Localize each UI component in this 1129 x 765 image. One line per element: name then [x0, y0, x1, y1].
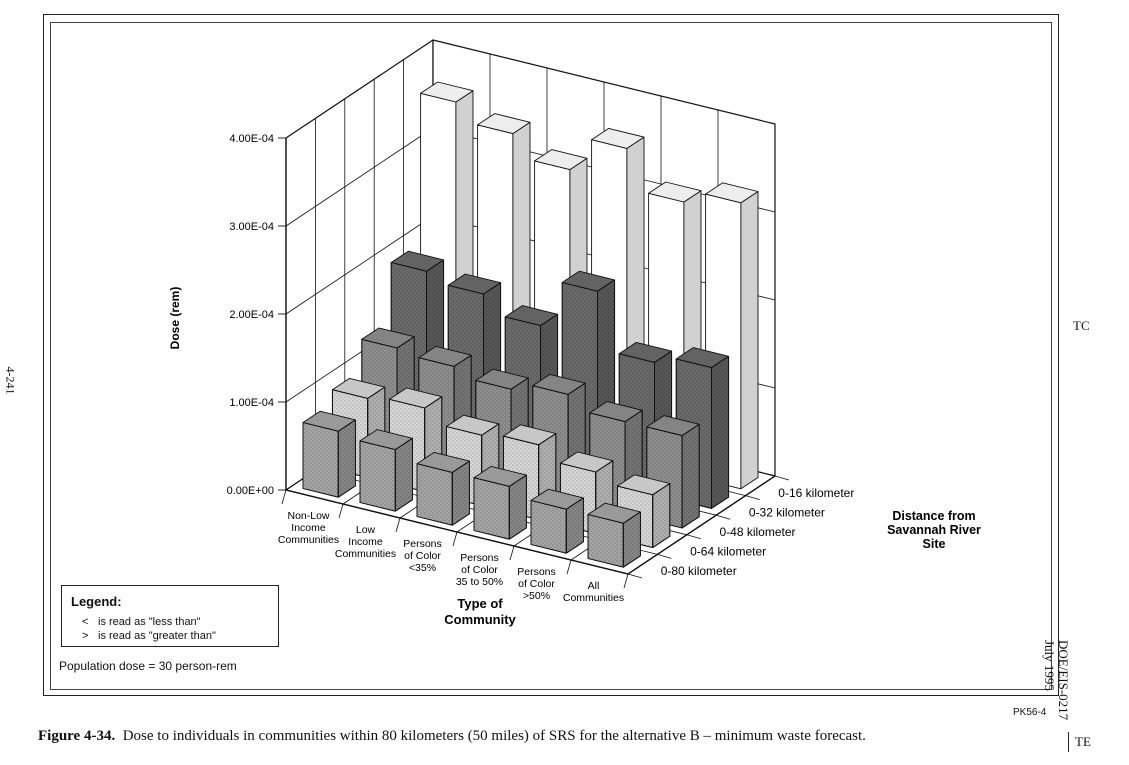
bar	[303, 411, 355, 497]
side-tc-mark: TC	[1073, 318, 1090, 333]
bar-side-texture	[395, 438, 412, 511]
category-label: All	[587, 580, 600, 592]
bar	[417, 452, 469, 525]
z-axis-title: Distance from	[892, 509, 976, 523]
bar	[360, 430, 412, 512]
bar	[474, 466, 526, 539]
bar-side-face	[741, 192, 758, 489]
side-doc-date: July 1995	[1042, 640, 1057, 691]
bar-side-texture	[338, 420, 355, 497]
category-label: of Color	[518, 578, 555, 590]
bar-front-texture	[588, 515, 623, 568]
z-tick-divider	[687, 535, 701, 539]
side-te-mark: TE	[1068, 732, 1091, 752]
bar-front-texture	[303, 423, 338, 498]
distance-label: 0-64 kilometer	[690, 544, 767, 559]
legend-symbol: <	[82, 616, 89, 628]
y-tick-label: 2.00E-04	[229, 309, 274, 321]
legend-box	[61, 585, 279, 647]
x-tick-divider	[282, 490, 286, 504]
x-tick-divider	[567, 560, 571, 574]
caption-label: Figure 4-34.	[38, 728, 116, 744]
legend-symbol: >	[82, 630, 89, 642]
x-axis-title: Type of	[457, 596, 503, 611]
z-tick-divider	[775, 476, 789, 480]
z-axis-title: Site	[922, 537, 946, 551]
z-axis-title: Savannah River	[887, 523, 981, 537]
y-axis-label: Dose (rem)	[168, 286, 182, 350]
y-tick-label: 1.00E-04	[229, 397, 274, 409]
z-tick-divider	[628, 574, 642, 578]
category-label: Communities	[562, 592, 625, 604]
population-dose-note: Population dose = 30 person-rem	[59, 659, 237, 673]
bar-side-texture	[712, 356, 729, 508]
bar-side-texture	[509, 475, 526, 539]
distance-label: 0-32 kilometer	[748, 505, 825, 520]
distance-label: 0-48 kilometer	[719, 525, 796, 539]
legend-row-less-than	[82, 616, 201, 628]
bar-side-texture	[682, 424, 699, 528]
x-tick-divider	[453, 532, 457, 546]
bar-side-texture	[452, 461, 469, 525]
figure-code: PK56-4	[1013, 707, 1047, 718]
side-page-number: 4-241	[3, 366, 18, 395]
category-label: <35%	[408, 562, 437, 574]
category-label: 35 to 50%	[455, 576, 504, 588]
category-label: Income	[348, 536, 383, 548]
legend-text: is read as "greater than"	[98, 630, 216, 642]
category-label: Communities	[277, 534, 340, 546]
bar-side-texture	[653, 484, 670, 548]
z-tick-divider	[657, 554, 671, 558]
bar-front-texture	[417, 464, 452, 526]
legend-title: Legend:	[71, 594, 122, 609]
caption-text: Dose to individuals in communities within 80 kilometers (50 miles) of SRS for the alternative B – minimum waste forecast.	[122, 728, 866, 744]
y-tick-label: 4.00E-04	[229, 133, 274, 145]
category-label: Non-Low	[287, 510, 330, 522]
category-label: Persons	[403, 538, 442, 550]
side-doc-id: DOE/EIS-0217	[1056, 640, 1071, 721]
category-label: of Color	[461, 564, 498, 576]
bar	[531, 489, 583, 553]
z-tick-divider	[716, 515, 730, 519]
bar-front-texture	[474, 478, 509, 540]
z-tick-divider	[746, 496, 760, 500]
figure-caption	[38, 728, 866, 745]
y-tick-label: 3.00E-04	[229, 221, 274, 233]
y-tick-label: 0.00E+00	[226, 485, 274, 497]
legend-text: is read as "less than"	[98, 616, 201, 628]
category-label: Persons	[517, 566, 556, 578]
side-doc-stamp	[1042, 640, 1070, 720]
x-axis-title: Community	[444, 612, 516, 627]
category-label: of Color	[404, 550, 441, 562]
x-tick-divider	[510, 546, 514, 560]
x-tick-divider	[339, 504, 343, 518]
category-label: Low	[355, 524, 376, 536]
distance-label: 0-80 kilometer	[660, 564, 737, 579]
bar-front-texture	[360, 441, 395, 511]
distance-label: 0-16 kilometer	[778, 485, 855, 500]
x-tick-divider	[396, 518, 400, 532]
x-tick-divider	[624, 574, 628, 588]
category-label: Income	[291, 522, 326, 534]
category-label: >50%	[522, 590, 551, 602]
bar	[588, 503, 640, 567]
legend-row-greater-than	[82, 630, 216, 642]
category-label: Communities	[334, 548, 397, 560]
category-label: Persons	[460, 552, 499, 564]
bar-front-texture	[531, 501, 566, 554]
